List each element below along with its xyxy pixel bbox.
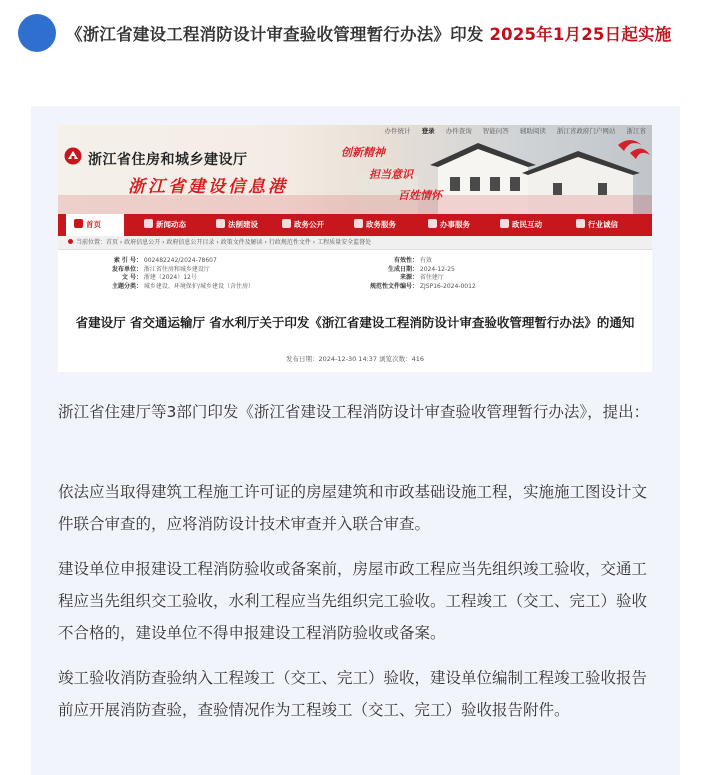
- top-link[interactable]: 浙江省: [626, 127, 646, 135]
- top-link[interactable]: 办件查询: [445, 127, 472, 135]
- meta-right: [323, 257, 476, 292]
- meta-row: 索 引 号： 002482242/2024-78607: [113, 257, 217, 264]
- menu-legal[interactable]: 法制建设: [216, 214, 258, 236]
- emblem-icon: [64, 147, 82, 165]
- article-title: [66, 20, 696, 49]
- location-icon: [68, 239, 73, 244]
- article-header: [0, 0, 708, 85]
- publish-info: 发布日期：2024-12-30 14:37 浏览次数：416: [285, 355, 425, 363]
- top-link[interactable]: 浙江省政府门户网站: [556, 127, 616, 135]
- slogan: 百姓情怀: [398, 189, 442, 202]
- meta-left: [72, 257, 254, 292]
- menu-news[interactable]: 新闻动态: [144, 214, 186, 236]
- title-main: 《浙江省建设工程消防设计审查验收管理暂行办法》印发: [66, 25, 484, 44]
- affairs-icon: [428, 219, 437, 228]
- author-avatar[interactable]: [18, 14, 56, 52]
- slogan: 创新精神: [341, 146, 385, 159]
- meta-row: 来源： 省住建厅: [399, 274, 444, 282]
- menu-credit[interactable]: 行业诚信: [576, 214, 618, 236]
- credit-icon: [576, 219, 585, 228]
- embedded-screenshot: [58, 125, 652, 372]
- menu-gov-service[interactable]: 政务服务: [354, 214, 396, 236]
- top-link[interactable]: 智能问答: [482, 127, 509, 135]
- top-link[interactable]: 辅助阅读: [519, 127, 546, 135]
- site-name: 浙江省建设信息港: [128, 177, 288, 197]
- service-icon: [354, 219, 363, 228]
- department-name: 浙江省住房和城乡建设厅: [88, 152, 248, 168]
- building-illustration: [58, 125, 652, 214]
- document-title: 省建设厅 省交通运输厅 省水利厅关于印发《浙江省建设工程消防设计审查验收管理暂行办法》的通知: [75, 315, 635, 330]
- meta-row: 文 号： 浙建（2024）12号: [121, 274, 197, 282]
- menu-home[interactable]: 首页: [66, 214, 124, 236]
- body-paragraph: 建设单位申报建设工程消防验收或备案前，房屋市政工程应当先组织竣工验收，交通工程应当先组织交工验收，水利工程应当先组织完工验收。工程竣工（交工、完工）验收不合格的，建设单位不得申报建设工程消防验收或备案。: [58, 560, 648, 642]
- meta-row: 生成日期： 2024-12-25: [387, 265, 455, 273]
- meta-row: 主题分类： 城乡建设、环境保护/城乡建设（含住房）: [111, 283, 254, 291]
- menu-gov-info[interactable]: 政务公开: [282, 214, 324, 236]
- interaction-icon: [500, 219, 509, 228]
- main-menu: [58, 214, 652, 236]
- news-icon: [144, 219, 153, 228]
- legal-icon: [216, 219, 225, 228]
- top-navigation: [376, 126, 646, 135]
- body-paragraph: 依法应当取得建筑工程施工许可证的房屋建筑和市政基础设施工程，实施施工图设计文件联合审查的，应将消防设计技术审查并入联合审查。: [58, 483, 648, 533]
- meta-row: 发布单位： 浙江省住房和城乡建设厅: [111, 265, 210, 273]
- body-paragraph: 浙江省住建厅等3部门印发《浙江省建设工程消防设计审查验收管理暂行办法》，提出：: [58, 403, 650, 421]
- login-link[interactable]: 登录: [421, 127, 435, 135]
- home-icon: [74, 219, 83, 228]
- menu-affairs[interactable]: 办事服务: [428, 214, 470, 236]
- body-paragraph: 竣工验收消防查验纳入工程竣工（交工、完工）验收，建设单位编制工程竣工验收报告前应开展消防查验，查验情况作为工程竣工（交工、完工）验收报告附件。: [58, 669, 648, 719]
- meta-row: 规范性文件编号： ZJSP16-2024-0012: [369, 283, 476, 291]
- menu-interaction[interactable]: 政民互动: [500, 214, 542, 236]
- info-icon: [282, 219, 291, 228]
- site-banner: [58, 125, 652, 214]
- top-link[interactable]: 办件统计: [384, 127, 411, 135]
- slogan: 担当意识: [369, 168, 413, 181]
- breadcrumb: 当前位置：首页 › 政府信息公开 › 政府信息公开目录 › 政策文件及解读 › 行政规范性文件 › 工程质量安全监督处: [58, 236, 652, 250]
- title-highlight: 2025年1月25日起实施: [489, 25, 672, 44]
- meta-row: 有效性： 有效: [393, 257, 432, 264]
